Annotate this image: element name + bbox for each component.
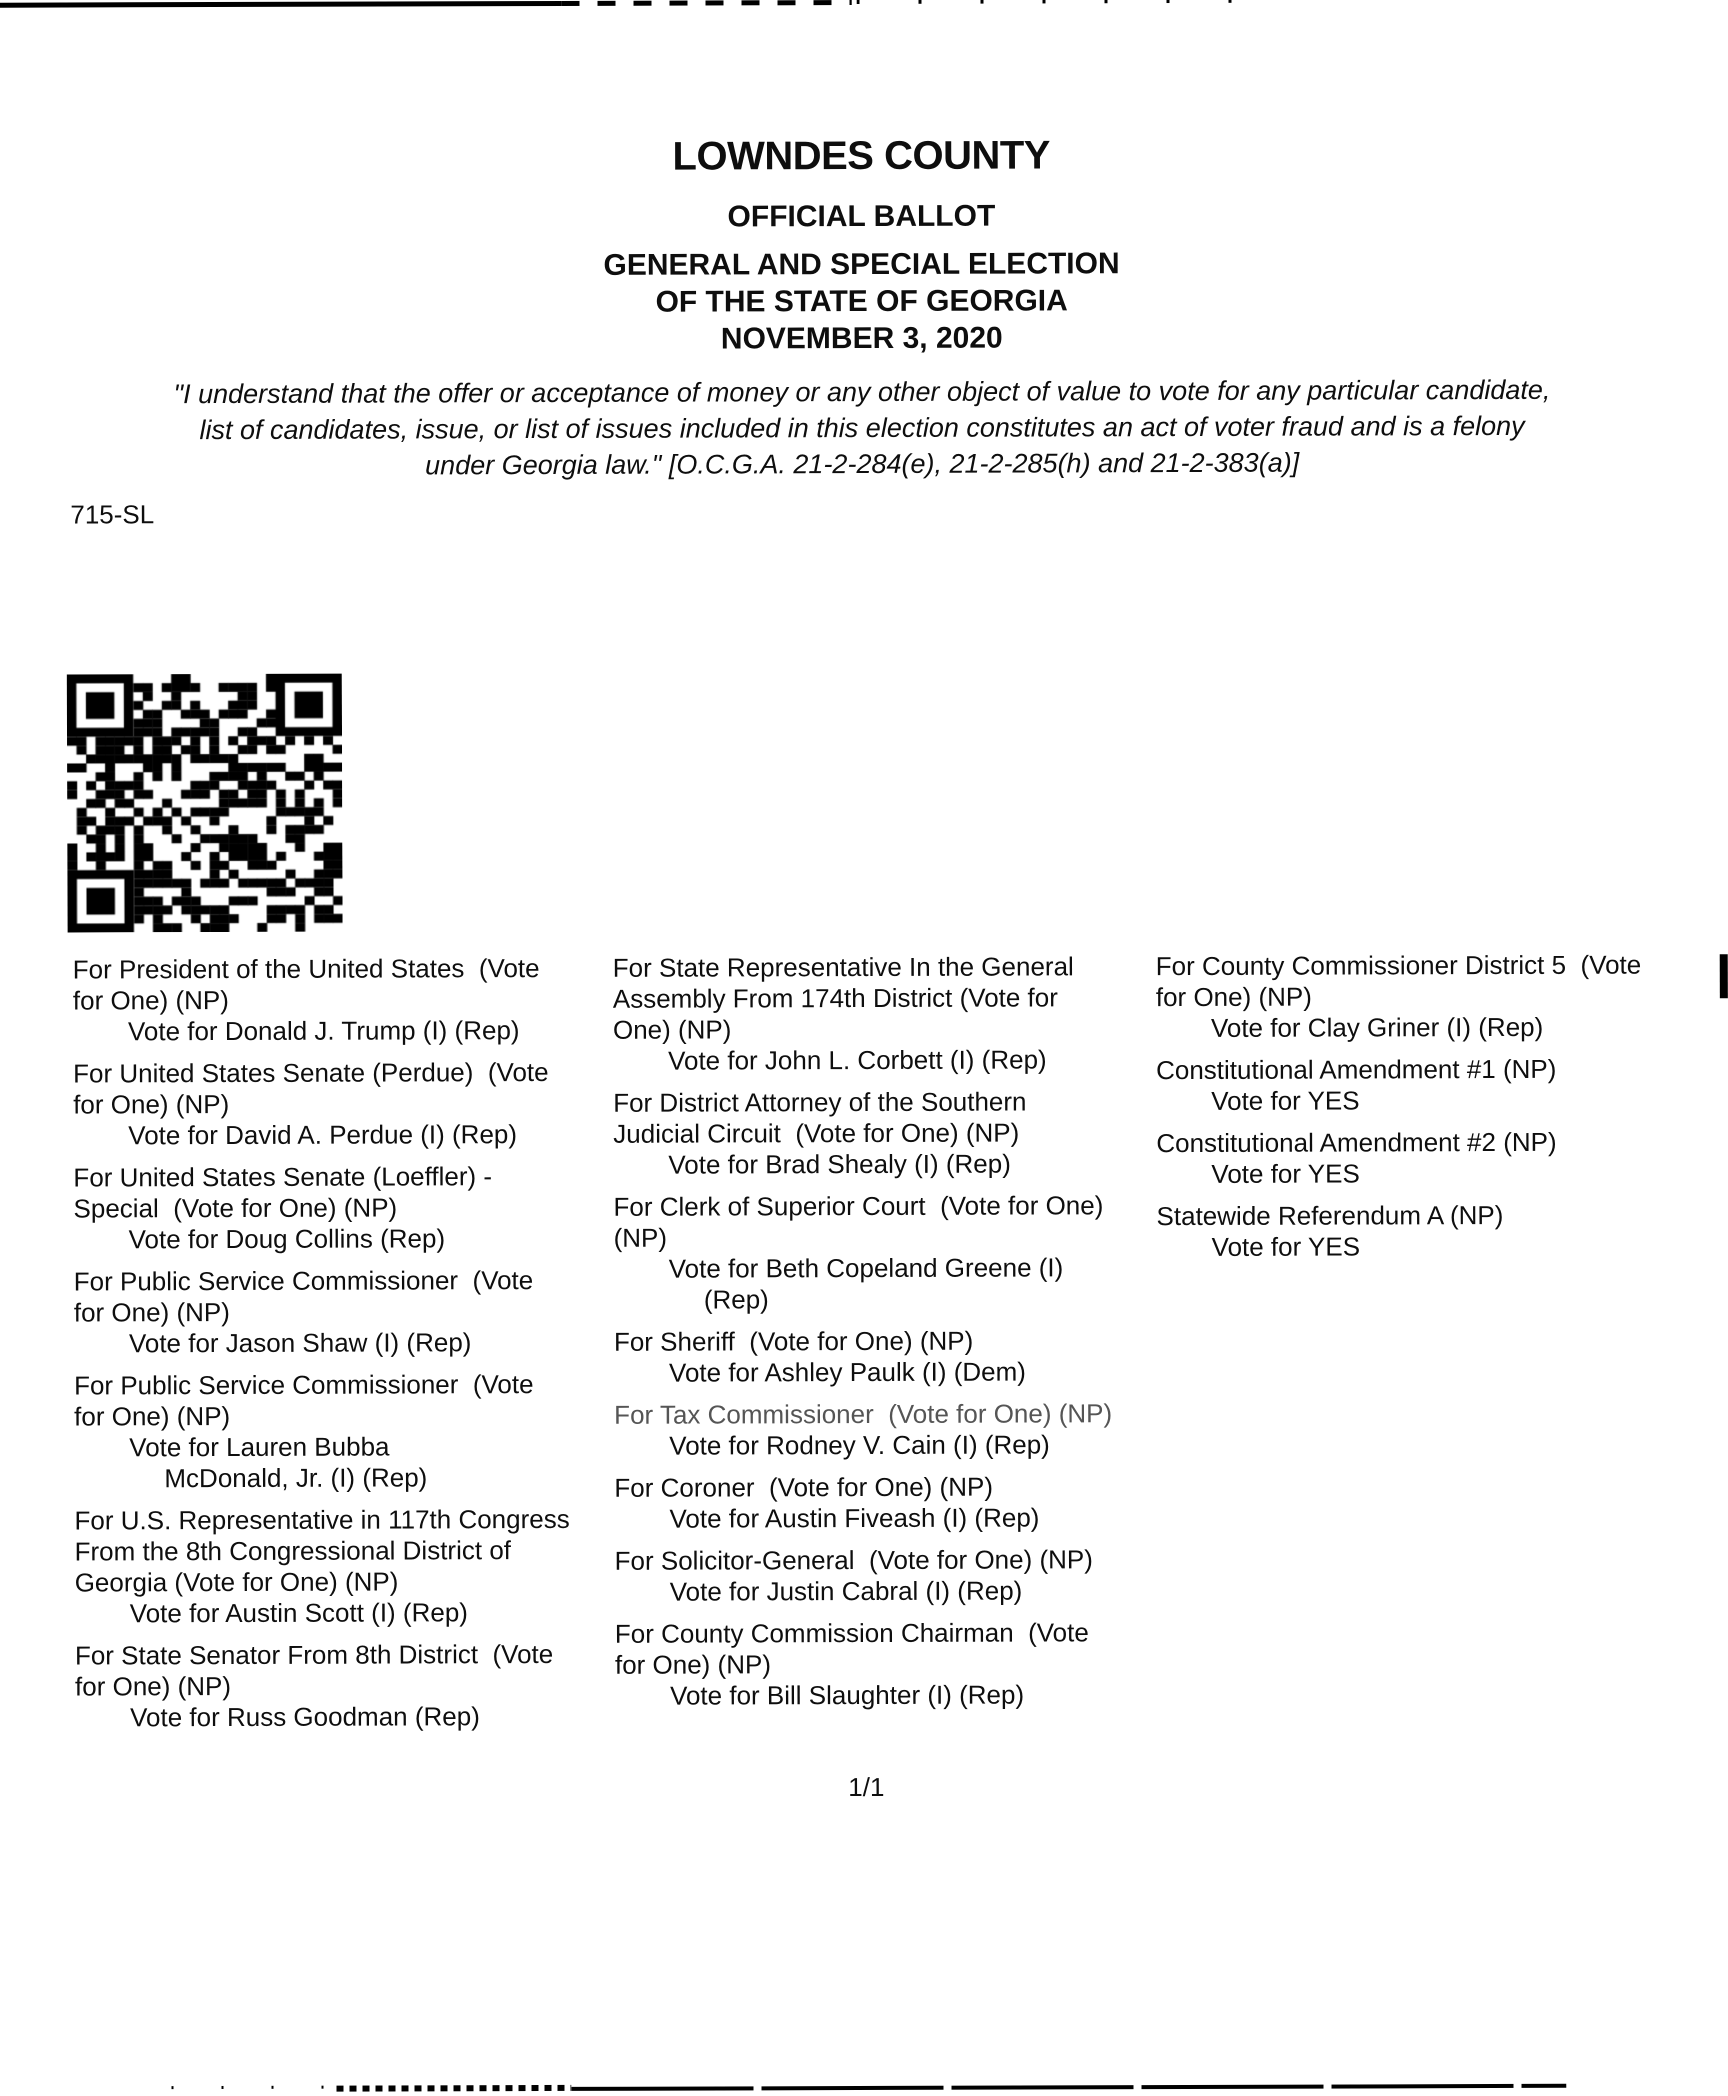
contest-block — [74, 1265, 591, 1360]
contest-block — [73, 1161, 590, 1256]
vote-line: Vote for Lauren Bubba McDonald, Jr. (I) (Rep) — [129, 1431, 428, 1494]
vote-line: Vote for Beth Copeland Greene (I) (Rep) — [668, 1252, 1064, 1315]
contest-title: For Solicitor-General (Vote for One) (NP) — [614, 1544, 1093, 1576]
qr-code — [67, 674, 343, 933]
vote-line: Vote for Russ Goodman (Rep) — [130, 1701, 480, 1733]
scan-artifact-bottom-edge-dashes — [336, 2085, 571, 2092]
contest-title: For Tax Commissioner (Vote for One) (NP) — [614, 1398, 1113, 1430]
election-line-2: OF THE STATE OF GEORGIA — [655, 284, 1068, 319]
contest-block — [1156, 1053, 1728, 1117]
contest-block — [613, 1190, 1156, 1316]
county-title: LOWNDES COUNTY — [672, 133, 1050, 179]
contest-block — [74, 1369, 591, 1495]
contest-block — [75, 1639, 592, 1734]
election-date: NOVEMBER 3, 2020 — [720, 321, 1003, 356]
contest-block — [614, 1325, 1157, 1389]
scan-artifact-bottom-edge-line — [571, 2084, 1566, 2091]
contest-title: For Public Service Commissioner (Vote for One) (NP) — [74, 1369, 534, 1432]
contest-title: Constitutional Amendment #1 (NP) — [1156, 1053, 1557, 1086]
vote-line: Vote for Rodney V. Cain (I) (Rep) — [669, 1429, 1050, 1461]
contest-block — [615, 1544, 1158, 1608]
contest-block — [73, 953, 590, 1048]
contest-title: Constitutional Amendment #2 (NP) — [1156, 1126, 1557, 1159]
vote-line: Vote for John L. Corbett (I) (Rep) — [667, 1044, 1047, 1076]
contest-block — [613, 1086, 1156, 1181]
vote-line: Vote for Ashley Paulk (I) (Dem) — [668, 1356, 1026, 1388]
vote-line: Vote for Bill Slaughter (I) (Rep) — [669, 1679, 1025, 1711]
vote-line: Vote for Austin Scott (I) (Rep) — [129, 1597, 468, 1629]
precinct-code: 715-SL — [70, 499, 155, 530]
contest-block — [614, 1398, 1157, 1462]
contest-title: For County Commissioner District 5 (Vote for One) (NP) — [1155, 949, 1642, 1013]
contest-block — [614, 1471, 1157, 1535]
contest-block — [73, 1057, 590, 1152]
contest-title: For Clerk of Superior Court (Vote for One) (NP) — [613, 1190, 1104, 1253]
scan-artifact-right-edge-mark — [1720, 954, 1728, 998]
vote-line: Vote for David A. Perdue (I) (Rep) — [128, 1119, 518, 1151]
vote-line: Vote for Brad Shealy (I) (Rep) — [668, 1148, 1011, 1180]
contest-title: For United States Senate (Loeffler) - Special (Vote for One) (NP) — [73, 1161, 493, 1224]
election-title — [0, 243, 1726, 359]
scan-artifact-bottom-edge-dots — [171, 2086, 336, 2090]
scan-artifact-top-edge-solid — [0, 1, 562, 8]
contest-title: For Public Service Commissioner (Vote for One) (NP) — [73, 1265, 534, 1328]
contest-title: For Coroner (Vote for One) (NP) — [614, 1471, 993, 1503]
voter-fraud-notice: "I understand that the offer or acceptance of money or any other object of value to vote for any particular candidate, list of candidates, issue, or list of issues included in this election constitutes an act of voter fraud and is a felony under Georgia law." [O.C.G.A. 21-2-284(e), 21-2-285(h) and 21-2-383(a)] — [173, 374, 1551, 481]
ballot-type-title: OFFICIAL BALLOT — [727, 199, 996, 234]
contest-column-2 — [613, 951, 1158, 1723]
vote-line: Vote for YES — [1211, 1085, 1360, 1116]
vote-line: Vote for Clay Griner (I) (Rep) — [1210, 1011, 1544, 1043]
contest-title: For State Representative In the General Assembly From 174th District (Vote for One) (NP) — [612, 951, 1074, 1045]
contest-title: For State Senator From 8th District (Vote for One) (NP) — [74, 1638, 554, 1702]
contest-column-1 — [73, 953, 592, 1745]
contest-block — [615, 1617, 1158, 1712]
election-line-1: GENERAL AND SPECIAL ELECTION — [603, 247, 1120, 282]
vote-line: Vote for Doug Collins (Rep) — [128, 1223, 446, 1255]
vote-line: Vote for Justin Cabral (I) (Rep) — [669, 1575, 1023, 1607]
contest-column-3 — [1156, 949, 1728, 1274]
vote-line: Vote for Austin Fiveash (I) (Rep) — [669, 1502, 1040, 1534]
page-number: 1/1 — [848, 1771, 885, 1803]
contest-block — [613, 951, 1156, 1077]
contest-block — [74, 1504, 591, 1630]
vote-line: Vote for YES — [1211, 1158, 1360, 1189]
contest-title: For President of the United States (Vote for One) (NP) — [72, 953, 540, 1016]
scan-artifact-top-edge-dashes — [562, 0, 852, 6]
contest-title: For Sheriff (Vote for One) (NP) — [613, 1325, 974, 1357]
contest-title: For U.S. Representative in 117th Congress From the 8th Congressional District of Georgia (Vote for One) (NP) — [74, 1503, 570, 1598]
contest-title: For United States Senate (Perdue) (Vote for One) (NP) — [73, 1056, 549, 1120]
contest-title: For County Commission Chairman (Vote for One) (NP) — [614, 1617, 1089, 1680]
vote-line: Vote for YES — [1211, 1231, 1361, 1262]
vote-line: Vote for Donald J. Trump (I) (Rep) — [127, 1015, 520, 1047]
contest-title: Statewide Referendum A (NP) — [1156, 1199, 1504, 1232]
contest-block — [1156, 1126, 1728, 1190]
contest-block — [1156, 1199, 1728, 1263]
scan-artifact-top-edge-dots — [857, 0, 1247, 4]
contest-title: For District Attorney of the Southern Judicial Circuit (Vote for One) (NP) — [613, 1086, 1027, 1149]
vote-line: Vote for Jason Shaw (I) (Rep) — [128, 1327, 472, 1359]
contest-block — [1156, 949, 1728, 1044]
